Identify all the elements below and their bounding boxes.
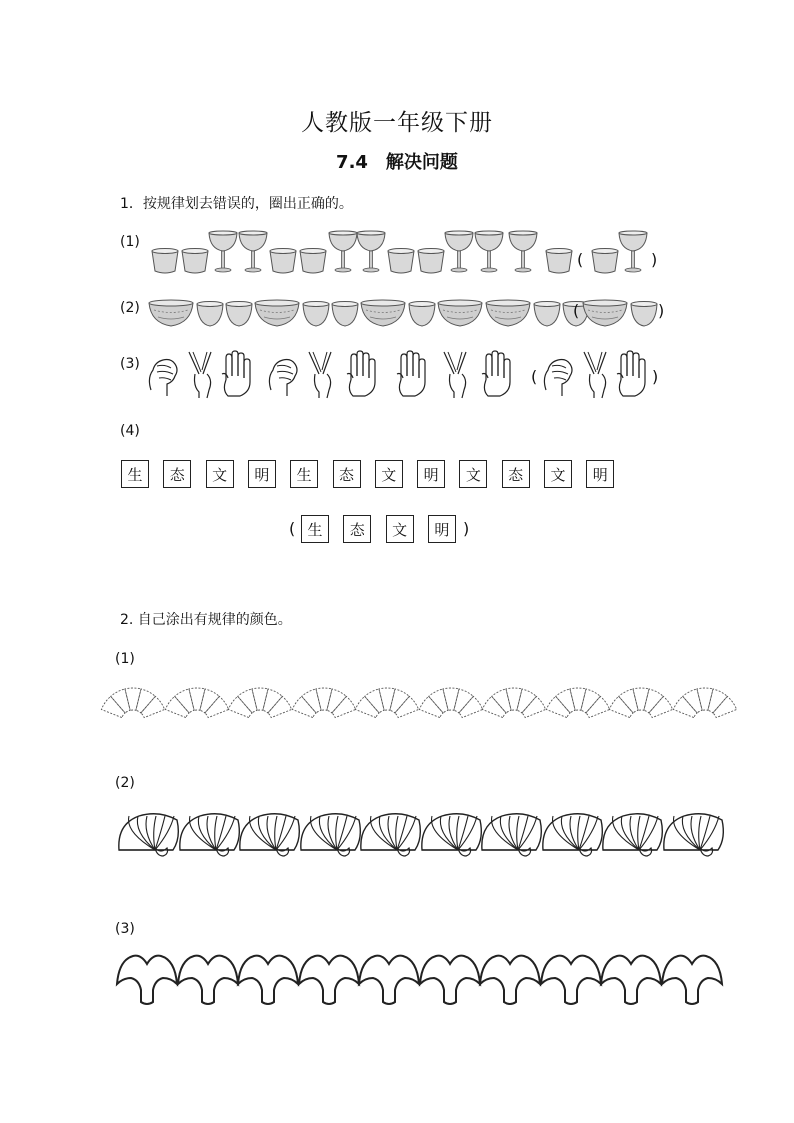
fan-icon (672, 678, 738, 716)
char-box-option[interactable]: 明 (428, 515, 456, 543)
char-box-option[interactable]: 文 (386, 515, 414, 543)
char-box[interactable]: 明 (248, 460, 276, 488)
fan-icon (608, 678, 674, 716)
big-bowl-icon (254, 299, 300, 327)
shell-icon (478, 810, 544, 856)
cup-icon (544, 247, 574, 275)
shell-icon (660, 810, 726, 856)
cup-icon (590, 247, 620, 275)
small-bowl-icon (630, 300, 658, 327)
big-bowl-icon (148, 299, 194, 327)
palm-hand-icon (480, 350, 516, 400)
goblet-icon (508, 231, 538, 273)
fist-hand-icon (265, 350, 301, 400)
fan-icon (164, 678, 230, 716)
char-box-option[interactable]: 生 (301, 515, 329, 543)
q1-row1-open-paren: ( (577, 250, 584, 269)
q1-row2-open-paren: ( (573, 301, 580, 320)
page-title: 人教版一年级下册 (301, 110, 493, 136)
shell-icon (357, 810, 423, 856)
shell-icon (418, 810, 484, 856)
cup-icon (150, 247, 180, 275)
q1-row4-label: (4) (120, 423, 140, 439)
big-bowl-icon (582, 299, 628, 327)
cup-icon (416, 247, 446, 275)
big-bowl-icon (360, 299, 406, 327)
q1-row3-label: (3) (120, 356, 140, 372)
small-bowl-icon (196, 300, 224, 327)
cup-icon (298, 247, 328, 275)
leaf-arch-icon (599, 950, 663, 1006)
q1-row4-open-paren: ( (289, 519, 296, 538)
big-bowl-icon (437, 299, 483, 327)
q1-row4-close-paren: ) (463, 519, 470, 538)
leaf-arch-icon (539, 950, 603, 1006)
scissors-hand-icon (305, 350, 341, 400)
fan-icon (354, 678, 420, 716)
cup-icon (268, 247, 298, 275)
char-box-option[interactable]: 态 (343, 515, 371, 543)
small-bowl-icon (533, 300, 561, 327)
char-box[interactable]: 明 (586, 460, 614, 488)
leaf-arch-icon (418, 950, 482, 1006)
q1-row3-close-paren: ) (652, 367, 659, 386)
q2-row1-label: (1) (115, 651, 135, 667)
shell-icon (297, 810, 363, 856)
q1-row3-open-paren: ( (531, 367, 538, 386)
char-box[interactable]: 文 (544, 460, 572, 488)
shell-icon (236, 810, 302, 856)
goblet-icon (444, 231, 474, 273)
fan-icon (418, 678, 484, 716)
char-box[interactable]: 态 (163, 460, 191, 488)
q2-row2-label: (2) (115, 775, 135, 791)
q2-row3-label: (3) (115, 921, 135, 937)
leaf-arch-icon (297, 950, 361, 1006)
char-box[interactable]: 态 (502, 460, 530, 488)
big-bowl-icon (485, 299, 531, 327)
palm-hand-icon (220, 350, 256, 400)
fist-hand-icon (540, 350, 576, 400)
fan-icon (227, 678, 293, 716)
small-bowl-icon (225, 300, 253, 327)
char-box[interactable]: 态 (333, 460, 361, 488)
goblet-icon (208, 231, 238, 273)
leaf-arch-icon (478, 950, 542, 1006)
palm-hand-icon (395, 350, 431, 400)
scissors-hand-icon (185, 350, 221, 400)
fist-hand-icon (145, 350, 181, 400)
goblet-icon (474, 231, 504, 273)
q1-row2-label: (2) (120, 300, 140, 316)
small-bowl-icon (331, 300, 359, 327)
char-box[interactable]: 生 (290, 460, 318, 488)
scissors-hand-icon (440, 350, 476, 400)
shell-icon (176, 810, 242, 856)
question-2-instruction: 2. 自己涂出有规律的颜色。 (120, 612, 292, 628)
shell-icon (539, 810, 605, 856)
leaf-arch-icon (115, 950, 179, 1006)
goblet-icon (238, 231, 268, 273)
scissors-hand-icon (580, 350, 616, 400)
shell-icon (599, 810, 665, 856)
palm-hand-icon (615, 350, 651, 400)
goblet-icon (328, 231, 358, 273)
section-title: 7.4 解决问题 (336, 152, 458, 173)
leaf-arch-icon (176, 950, 240, 1006)
fan-icon (545, 678, 611, 716)
goblet-icon (618, 231, 648, 273)
char-box[interactable]: 明 (417, 460, 445, 488)
small-bowl-icon (302, 300, 330, 327)
leaf-arch-icon (660, 950, 724, 1006)
leaf-arch-icon (357, 950, 421, 1006)
char-box[interactable]: 文 (206, 460, 234, 488)
q1-row1-close-paren: ) (651, 250, 658, 269)
cup-icon (180, 247, 210, 275)
leaf-arch-icon (236, 950, 300, 1006)
fan-icon (291, 678, 357, 716)
char-box[interactable]: 文 (375, 460, 403, 488)
goblet-icon (356, 231, 386, 273)
small-bowl-icon (408, 300, 436, 327)
fan-icon (100, 678, 166, 716)
question-1-instruction: 1．按规律划去错误的，圈出正确的。 (120, 196, 353, 212)
cup-icon (386, 247, 416, 275)
char-box[interactable]: 文 (459, 460, 487, 488)
fan-icon (481, 678, 547, 716)
char-box[interactable]: 生 (121, 460, 149, 488)
q1-row2-close-paren: ) (658, 301, 665, 320)
palm-hand-icon (345, 350, 381, 400)
shell-icon (115, 810, 181, 856)
q1-row1-label: (1) (120, 234, 140, 250)
